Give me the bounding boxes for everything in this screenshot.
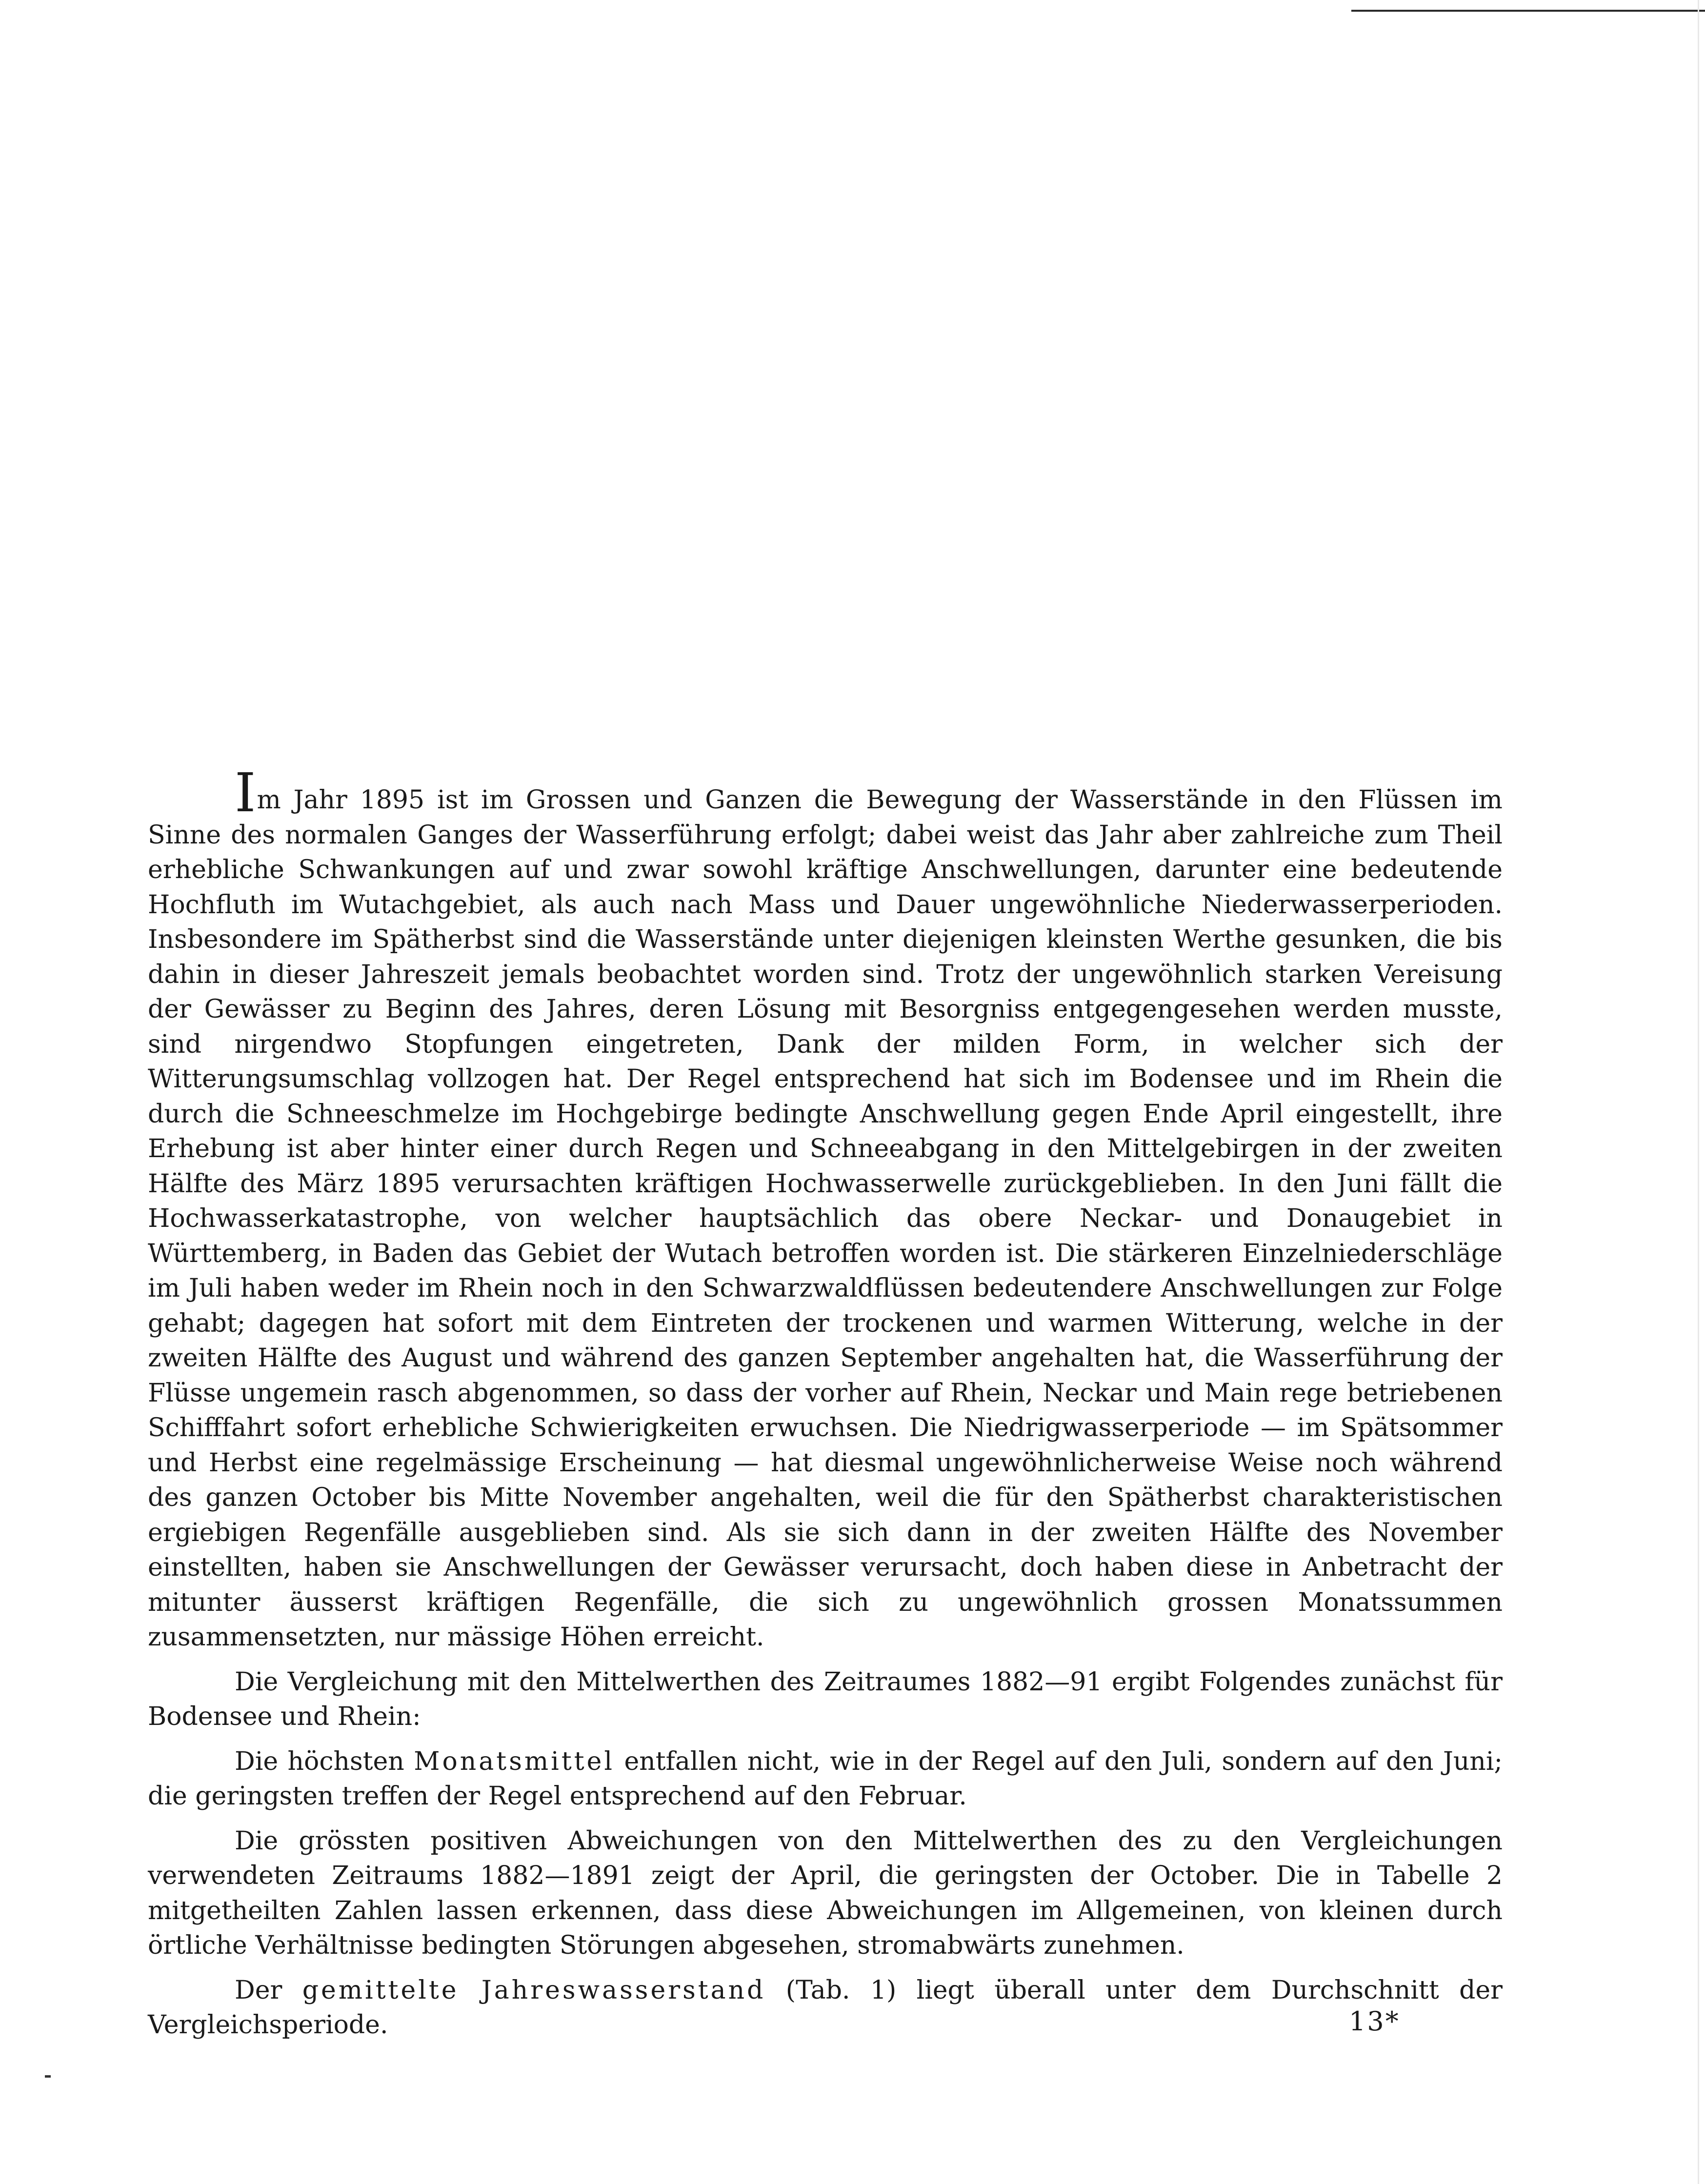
paragraph-4-text: Die grössten positiven Abweichungen von den Mittelwerthen des zu den Vergleichungen verwendeten Zeitraums 1882—1891 zeigt der April, die geringsten der October. Die in Tabelle 2 mitgetheilten Zahlen lassen erkennen, dass diese Abweichungen im Allgemeinen, von kleinen durch örtliche Verhältnisse bedingten Störungen abgesehen, stromabwärts zunehmen. [148,1826,1503,1960]
page-number: 13* [1349,2006,1400,2037]
paragraph-2 [148,1665,1503,1735]
scan-dust-mark [45,2075,51,2078]
paragraph-3-lead: Die höchsten [235,1746,414,1776]
initial-letter: I [235,761,256,824]
paragraph-5-emphasis: gemittelte Jahreswasserstand [302,1975,766,2005]
paragraph-5-text: (Tab. 1) liegt überall unter dem Durchschnitt der Vergleichsperiode. [148,1975,1503,2040]
paragraph-3-emphasis: Monatsmittel [414,1746,615,1776]
paragraph-3-text: entfallen nicht, wie in der Regel auf den Juli, sondern auf den Juni; die geringsten treffen der Regel entsprechend auf den Februar. [148,1746,1503,1811]
paragraph-1 [148,761,1503,1655]
body-text [148,761,1503,2043]
paragraph-4 [148,1824,1503,1964]
paragraph-3 [148,1744,1503,1814]
scan-page-edge [1698,0,1699,2184]
paragraph-5-lead: Der [235,1975,302,2005]
paragraph-5 [148,1973,1503,2043]
paragraph-2-text: Die Vergleichung mit den Mittelwerthen des Zeitraumes 1882—91 ergibt Folgendes zunächst für Bodensee und Rhein: [148,1667,1503,1731]
scan-edge-rule [1351,10,1705,12]
paragraph-1-text: m Jahr 1895 ist im Grossen und Ganzen die Bewegung der Wasserstände in den Flüssen im Sinne des normalen Ganges der Wasserführung erfolgt; dabei weist das Jahr aber zahlreiche zum Theil erhebliche Schwankungen auf und zwar sowohl kräftige Anschwellungen, darunter eine bedeutende Hochfluth im Wutachgebiet, als auch nach Mass und Dauer ungewöhnliche Niederwasserperioden. Insbesondere im Spätherbst sind die Wasserstände unter diejenigen kleinsten Werthe gesunken, die bis dahin in dieser Jahreszeit jemals beobachtet worden sind. Trotz der ungewöhnlich starken Vereisung der Gewässer zu Beginn des Jahres, deren Lösung mit Besorgniss entgegengesehen werden musste, sind nirgendwo Stopfungen eingetreten, Dank der milden Form, in welcher sich der Witterungsumschlag vollzogen hat. Der Regel entsprechend hat sich im Bodensee und im Rhein die durch die Schneeschmelze im Hochgebirge bedingte Anschwellung gegen Ende April eingestellt, ihre Erhebung ist aber hinter einer durch Regen und Schneeabgang in den Mittelgebirgen in der zweiten Hälfte des März 1895 verursachten kräftigen Hochwasserwelle zurückgeblieben. In den Juni fällt die Hochwasserkatastrophe, von welcher hauptsächlich das obere Neckar- und Donaugebiet in Württemberg, in Baden das Gebiet der Wutach betroffen worden ist. Die stärkeren Einzelniederschläge im Juli haben weder im Rhein noch in den Schwarzwaldflüssen bedeutendere Anschwellungen zur Folge gehabt; dagegen hat sofort mit dem Eintreten der trockenen und warmen Witterung, welche in der zweiten Hälfte des August und während des ganzen September angehalten hat, die Wasserführung der Flüsse ungemein rasch abgenommen, so dass der vorher auf Rhein, Neckar und Main rege betriebenen Schifffahrt sofort erhebliche Schwierigkeiten erwuchsen. Die Niedrigwasserperiode — im Spätsommer und Herbst eine regelmässige Erscheinung — hat diesmal ungewöhnlicherweise Weise noch während des ganzen October bis Mitte November angehalten, weil die für den Spätherbst charakteristischen ergiebigen Regenfälle ausgeblieben sind. Als sie sich dann in der zweiten Hälfte des November einstellten, haben sie Anschwellungen der Gewässer verursacht, doch haben diese in Anbetracht der mitunter äusserst kräftigen Regenfälle, die sich zu ungewöhnlich grossen Monatssummen zusammensetzten, nur mässige Höhen erreicht. [148,785,1503,1652]
